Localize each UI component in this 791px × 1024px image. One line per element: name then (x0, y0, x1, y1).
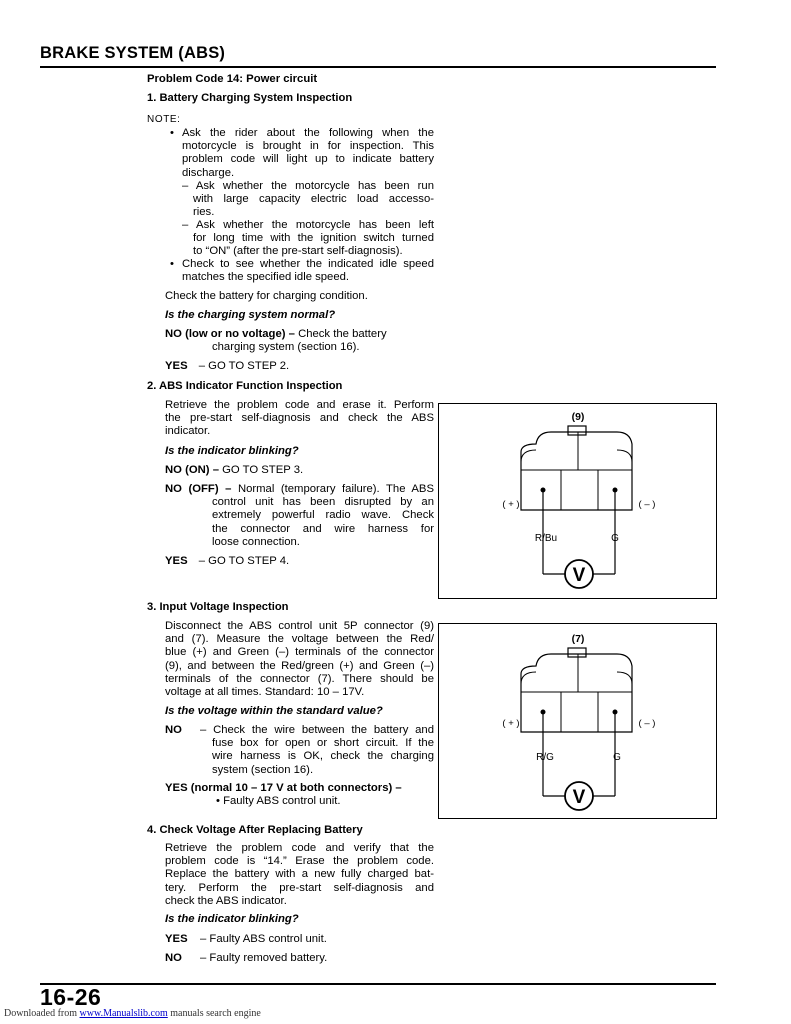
sub1-line1: – Ask whether the motorcycle has been run (182, 180, 434, 192)
connector-7-diagram (438, 623, 717, 819)
note-bullet-1 (170, 127, 434, 180)
no-line2: charging system (section 16). (212, 341, 360, 354)
body-line: the pre-start self-diagnosis and check the ABS (165, 412, 434, 425)
step1-heading: 1. Battery Charging System Inspection (147, 92, 353, 104)
minus-label: ( – ) (638, 499, 656, 510)
body-line: and (7). Measure the voltage between the Red/ (165, 633, 434, 646)
wire-color-left: R/Bu (534, 533, 558, 544)
no-label: NO (165, 952, 182, 964)
problem-code-heading: Problem Code 14: Power circuit (147, 73, 318, 85)
no-on-text: GO TO STEP 3. (222, 464, 304, 476)
sub2-line1: – Ask whether the motorcycle has been left (182, 219, 434, 231)
step3-body (165, 620, 434, 699)
no-line: fuse box for open or short circuit. If the (212, 737, 434, 750)
body-line: problem code is “14.” Erase the problem code. (165, 855, 434, 868)
step2-yes-answer (165, 555, 434, 568)
footer-suffix: manuals search engine (170, 1008, 261, 1019)
step4-heading: 4. Check Voltage After Replacing Battery (147, 824, 363, 836)
note-sub-1 (182, 180, 434, 220)
step2-question: Is the indicator blinking? (165, 445, 299, 457)
no-label: NO (165, 724, 182, 736)
plus-label: ( + ) (502, 499, 520, 510)
step3-heading: 3. Input Voltage Inspection (147, 601, 289, 613)
no-off-line: extremely powerful radio wave. Check (212, 509, 434, 522)
connector-label: (7) (571, 633, 585, 645)
connector-9-diagram (438, 403, 717, 599)
connector-latch (568, 426, 586, 435)
step2-no-on (165, 464, 434, 477)
step4-yes-answer (165, 933, 434, 946)
body-line: check the ABS indicator. (165, 894, 287, 907)
step2-heading: 2. ABS Indicator Function Inspection (147, 380, 343, 392)
bullet1-line: problem code will light up to indicate battery (182, 153, 434, 166)
step1-check-text: Check the battery for charging condition. (165, 290, 368, 302)
step3-question: Is the voltage within the standard value? (165, 705, 383, 717)
no-off-line: loose connection. (212, 535, 300, 548)
no-off-line: control unit has been disrupted by an (212, 496, 434, 509)
bullet1-line: motorcycle is brought in for inspection. This (182, 140, 434, 153)
step1-question: Is the charging system normal? (165, 309, 336, 321)
connector-9-figure (439, 404, 716, 598)
step1-yes-answer (165, 360, 434, 373)
connector-label: (9) (571, 411, 585, 423)
no-line: wire harness is OK, check the charging (212, 750, 434, 763)
step2-body (165, 399, 434, 439)
voltmeter-symbol: V (572, 787, 586, 808)
step3-yes-bullet: • Faulty ABS control unit. (216, 795, 341, 807)
header-rule (40, 66, 716, 68)
no-text-word: Check the battery (298, 328, 387, 340)
footer-rule (40, 983, 716, 985)
bullet1-line1: Ask the rider about the following when the (182, 127, 434, 139)
body-line: (9), and between the Red/green (+) and Green (–) (165, 659, 434, 672)
no-label: NO (low or no voltage) – (165, 328, 295, 340)
step1-no-answer (165, 328, 434, 354)
bullet2-line: matches the specified idle speed. (182, 271, 350, 284)
body-line: terminals of the connector (7). There should be (165, 672, 434, 685)
note-label: NOTE: (147, 114, 181, 125)
no-text: – Faulty removed battery. (200, 952, 328, 964)
body-line: Disconnect the ABS control unit 5P connector (9) (165, 620, 434, 632)
footer-prefix: Downloaded from (4, 1008, 78, 1019)
note-bullet-2 (170, 258, 434, 284)
step3-yes-label: YES (normal 10 – 17 V at both connectors) – (165, 782, 402, 794)
step2-no-off (165, 483, 434, 549)
sub1-line: with large capacity electric load accesso- (193, 193, 434, 206)
connector-7-figure (439, 624, 716, 818)
download-footer (4, 1008, 261, 1019)
body-line: blue (+) and Green (–) terminals of the connector (165, 646, 434, 659)
yes-text: – GO TO STEP 4. (198, 555, 290, 567)
sub2-line: for long time with the ignition switch turned (193, 232, 434, 245)
no-off-label: NO (OFF) – (165, 483, 232, 495)
minus-label: ( – ) (638, 718, 656, 729)
voltmeter-symbol: V (572, 565, 586, 586)
yes-label: YES (165, 933, 188, 945)
page-number: 16-26 (40, 984, 102, 1010)
manualslib-link[interactable]: www.Manualslib.com (79, 1008, 168, 1019)
no-on-label: NO (ON) – (165, 464, 219, 476)
sub1-line: ries. (193, 206, 215, 219)
note-sub-2 (182, 219, 434, 259)
wire-color-right: G (613, 752, 621, 763)
bullet-glyph: • (170, 127, 174, 139)
yes-text: – GO TO STEP 2. (198, 360, 290, 372)
bullet-glyph: • (170, 258, 174, 270)
plus-label: ( + ) (502, 718, 520, 729)
bullet1-line: discharge. (182, 166, 235, 179)
yes-label: YES (165, 555, 188, 567)
wire-color-left: R/G (536, 752, 554, 763)
no-off-line: the connector and wire harness for (212, 522, 434, 535)
no-line: system (section 16). (212, 763, 314, 776)
step4-body (165, 842, 434, 908)
body-line: tery. Perform the pre-start self-diagnosis and (165, 881, 434, 894)
no-off-line1: Normal (temporary failure). The ABS (237, 483, 434, 495)
step4-question: Is the indicator blinking? (165, 913, 299, 925)
step4-no-answer (165, 952, 434, 965)
body-line: Retrieve the problem code and erase it. Perform (165, 399, 434, 411)
connector-latch (568, 648, 586, 657)
no-line1: – Check the wire between the battery and (200, 724, 434, 736)
wire-color-right: G (611, 533, 619, 544)
body-line: Retrieve the problem code and verify that the (165, 842, 434, 854)
yes-label: YES (165, 360, 188, 372)
body-line: Replace the battery with a new fully charged bat- (165, 868, 434, 881)
section-title: BRAKE SYSTEM (ABS) (40, 44, 226, 62)
body-line: indicator. (165, 425, 211, 438)
bullet2-line1: Check to see whether the indicated idle speed (182, 258, 434, 270)
yes-text: – Faulty ABS control unit. (200, 933, 327, 945)
sub2-line: to “ON” (after the pre-start self-diagnosis). (193, 245, 403, 258)
step3-no-answer (165, 724, 434, 777)
body-line: voltage at all times. Standard: 10 – 17V. (165, 686, 365, 699)
